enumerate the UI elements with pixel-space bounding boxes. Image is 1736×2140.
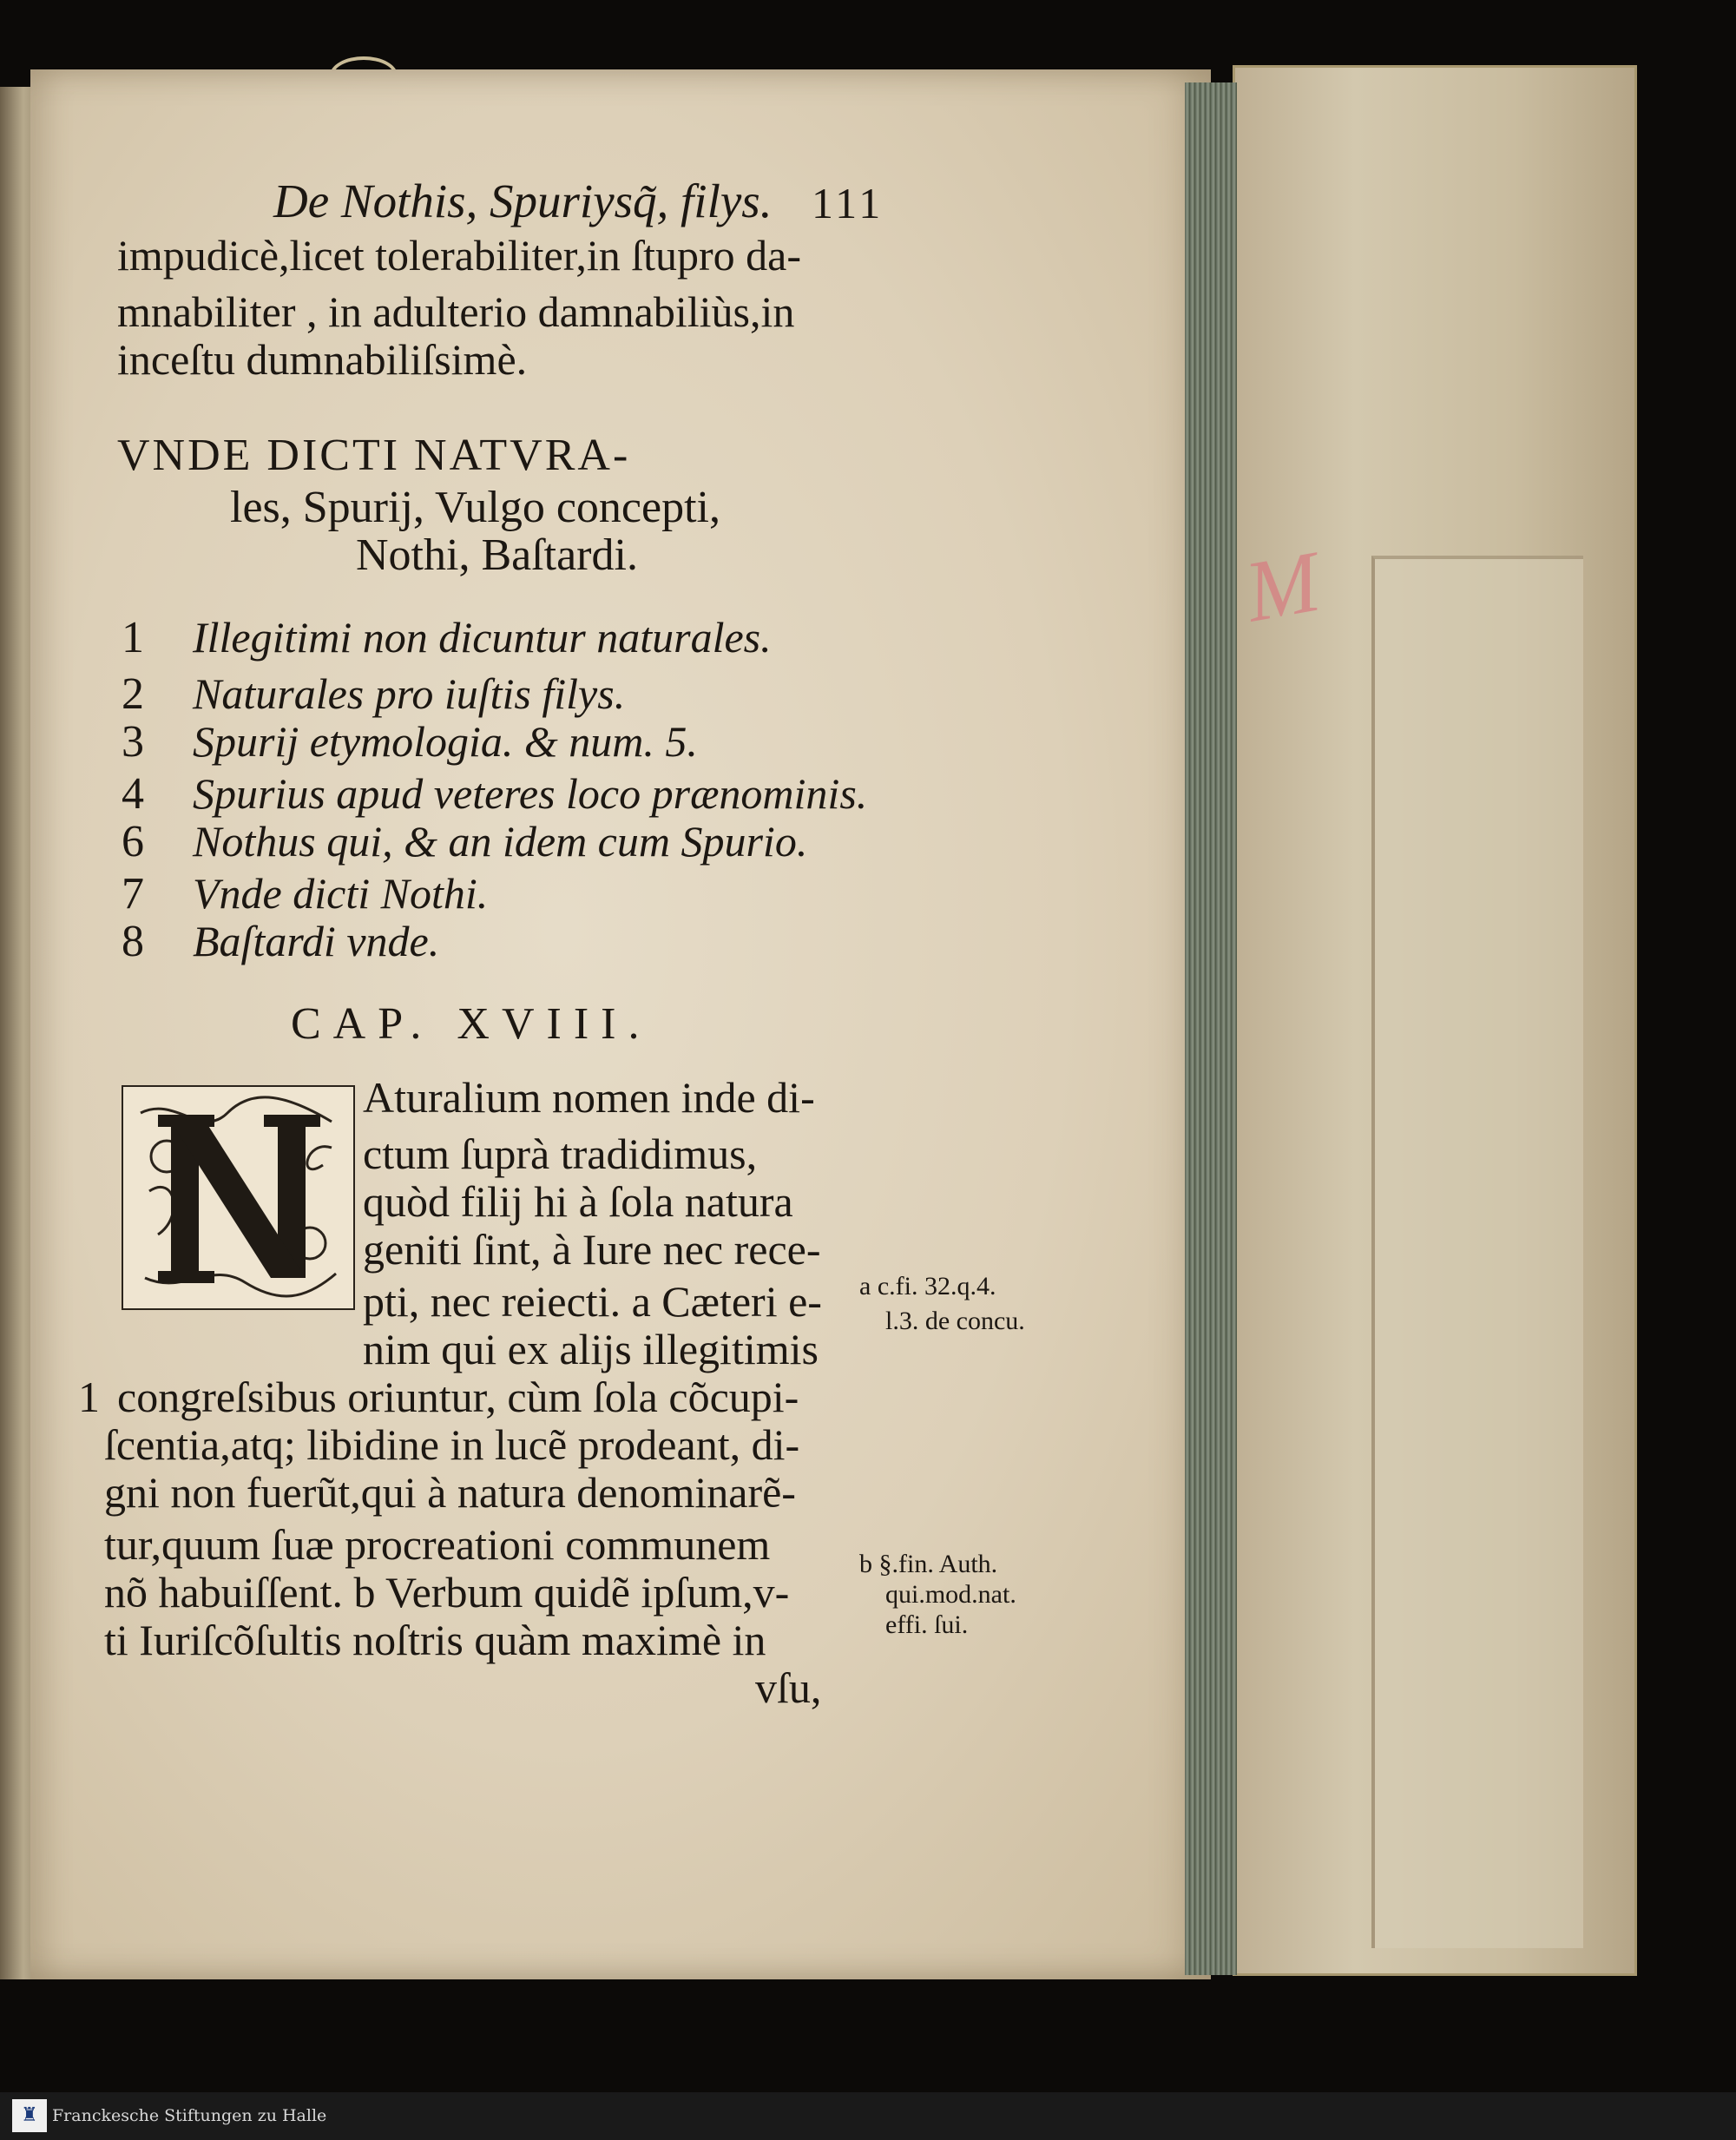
- body-line: mnabiliter , in adulterio damnabiliùs,in: [117, 287, 795, 336]
- body-line: Aturalium nomen inde di-: [363, 1073, 815, 1122]
- margin-note-a: l.3. de concu.: [885, 1307, 1025, 1335]
- summary-number: 4: [122, 769, 144, 819]
- summary-number: 2: [122, 669, 144, 719]
- page-edges: [1185, 82, 1237, 1975]
- body-line: ti Iuriſcõſultis noſtris quàm maximè in: [104, 1616, 766, 1664]
- summary-number: 3: [122, 717, 144, 767]
- margin-note-a: a c.fi. 32.q.4.: [859, 1272, 996, 1300]
- body-line: pti, nec reiecti. a Cæteri e-: [363, 1277, 822, 1326]
- summary-item: Vnde dicti Nothi.: [193, 869, 489, 918]
- body-line: ſcentia,atq; libidine in lucẽ prodeant, di-: [104, 1420, 800, 1469]
- margin-number: 1: [78, 1373, 100, 1421]
- body-line: nõ habuiſſent. b Verbum quidẽ ipſum,v-: [104, 1568, 790, 1617]
- initial-n-icon: [123, 1087, 353, 1308]
- margin-note-b: effi. ſui.: [885, 1610, 969, 1639]
- margin-note-b: qui.mod.nat.: [885, 1580, 1016, 1609]
- decorated-initial-n: [122, 1085, 355, 1310]
- summary-item: Nothus qui, & an idem cum Spurio.: [193, 817, 808, 866]
- summary-number: 7: [122, 869, 144, 919]
- body-line: congreſsibus oriuntur, cùm ſola cõcupi-: [117, 1373, 799, 1421]
- body-line: nim qui ex alijs illegitimis: [363, 1325, 819, 1373]
- summary-item: Illegitimi non dicuntur naturales.: [193, 613, 772, 662]
- body-line: quòd filij hi à ſola natura: [363, 1177, 793, 1226]
- page-number: 111: [812, 179, 884, 227]
- margin-note-b: b §.fin. Auth.: [859, 1550, 998, 1578]
- body-line: inceſtu dumnabiliſsimè.: [117, 335, 528, 384]
- footer-label: Franckesche Stiftungen zu Halle: [52, 2106, 327, 2125]
- cover-flap: [1371, 556, 1583, 1948]
- body-line: tur,quum ſuæ procreationi communem: [104, 1520, 771, 1569]
- summary-item: Baſtardi vnde.: [193, 917, 440, 965]
- body-line: geniti ſint, à Iure nec rece-: [363, 1225, 821, 1274]
- summary-item: Spurij etymologia. & num. 5.: [193, 717, 698, 766]
- red-stamp-mark: M: [1238, 532, 1327, 641]
- footer-bar: [0, 2092, 1736, 2140]
- body-line: ctum ſuprà tradidimus,: [363, 1129, 758, 1178]
- section-heading: les, Spurij, Vulgo concepti,: [230, 483, 720, 532]
- chapter-heading: CAP. XVIII.: [291, 999, 652, 1049]
- summary-number: 8: [122, 917, 144, 966]
- body-line: gni non fuerũt,qui à natura denominarẽ-: [104, 1468, 796, 1517]
- summary-item: Naturales pro iuſtis filys.: [193, 669, 626, 718]
- summary-number: 1: [122, 613, 144, 662]
- summary-number: 6: [122, 817, 144, 866]
- running-header: De Nothis, Spuriysq̃, filys.: [273, 174, 773, 227]
- section-heading: VNDE DICTI NATVRA-: [117, 431, 631, 480]
- body-line: impudicè,licet tolerabiliter,in ſtupro da-: [117, 231, 802, 280]
- summary-item: Spurius apud veteres loco prænominis.: [193, 769, 868, 818]
- catchword: vſu,: [755, 1663, 822, 1712]
- section-heading: Nothi, Baſtardi.: [356, 530, 638, 580]
- institution-logo-icon: ♜: [12, 2099, 47, 2132]
